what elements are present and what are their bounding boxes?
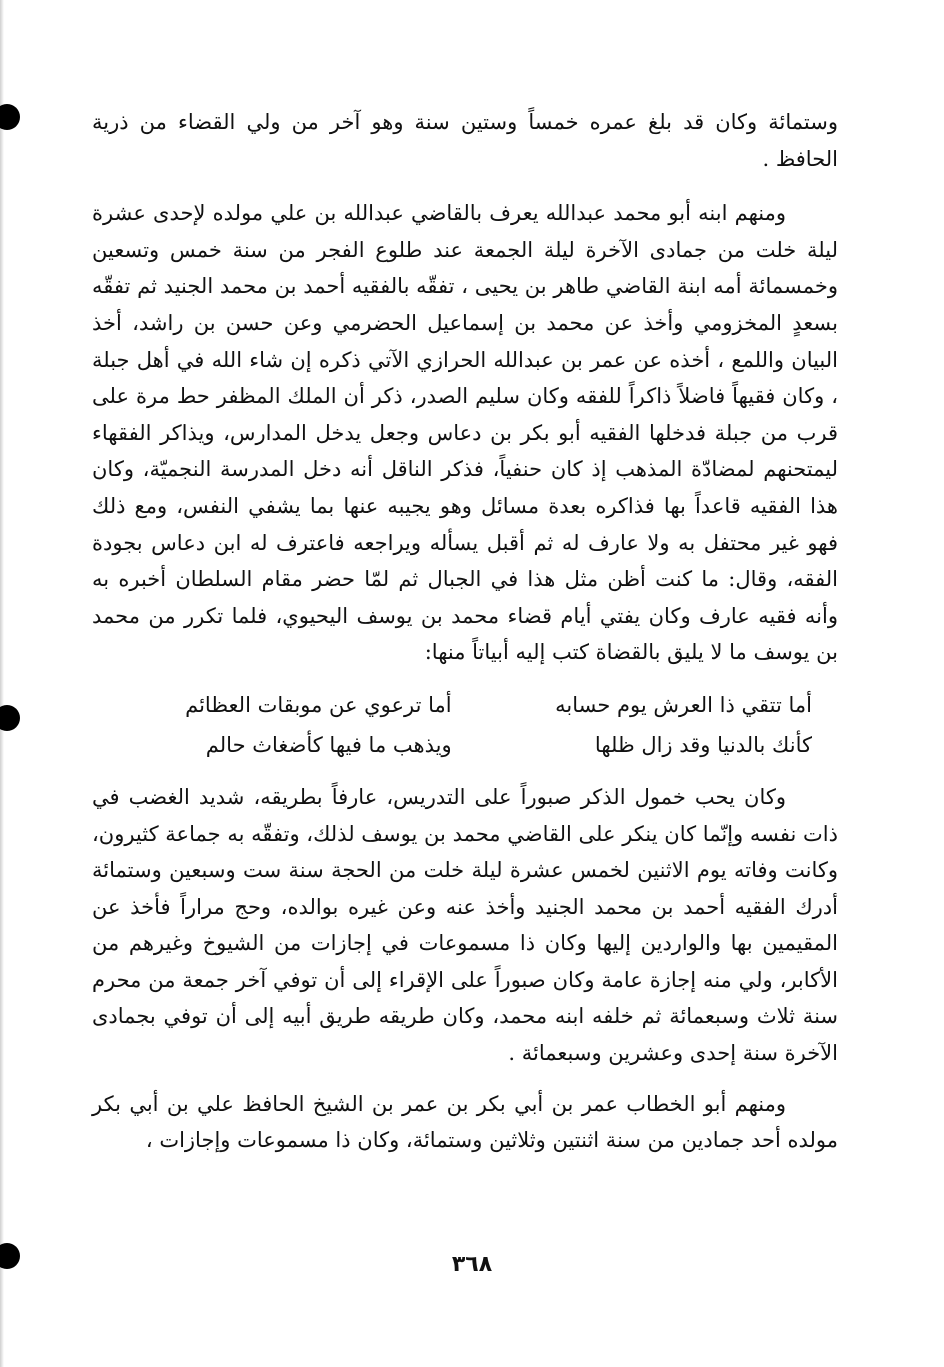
verse-line xyxy=(132,725,812,765)
page-edge-shadow xyxy=(0,0,4,1367)
punch-hole-middle xyxy=(0,705,20,731)
verse-second-hemistich: أما ترعوي عن موبقات العظائم xyxy=(185,692,452,717)
page-number: ٣٦٨ xyxy=(451,1252,493,1277)
verse-first-hemistich: أما تتقي ذا العرش يوم حسابه xyxy=(555,692,812,717)
page-body xyxy=(92,104,838,1159)
paragraph-continuation: وستمائة وكان قد بلغ عمره خمساً وستين سنة وهو آخر من ولي القضاء من ذرية الحافظ . xyxy=(92,110,838,171)
verse-first-hemistich: كأنك بالدنيا وقد زال ظلها xyxy=(594,732,812,757)
punch-hole-top xyxy=(0,104,20,130)
verse-line xyxy=(132,685,812,725)
paragraph-character-and-death: وكان يحب خمول الذكر صبوراً على التدريس، عارفاً بطريقه، شديد الغضب في ذات نفسه وإنّما كان ينكر على القاضي محمد بن يوسف لذلك، وتفقّه به جماعة كثيرون، وكانت وفاته يوم الاثنين لخمس عشرة ليلة خلت من الحجة سنة ست وسبعين وستمائة أدرك الفقيه أحمد بن محمد الجنيد وأخذ عنه وعن غيره بوالده، وحج مراراً فأخذ عن المقيمين بها والواردين إليها وكان ذا مسموعات في إجازات من الشيوخ وغيرهم من الأكابر، ولي منه إجازة عامة وكان صبوراً على الإقراء إلى أن توفي آخر جمعة من محرم سنة ثلاث وسبعمائة ثم خلفه ابنه محمد، وكان طريقه طريق أبيه إلى أن توفي بجمادى الآخرة سنة إحدى وعشرين وسبعمائة . xyxy=(92,784,838,1066)
paragraph-abdullah-biography: ومنهم ابنه أبو محمد عبدالله يعرف بالقاضي عبدالله بن علي مولده لإحدى عشرة ليلة خلت من جمادى الآخرة ليلة الجمعة عند طلوع الفجر من سنة خمس وتسعين وخمسمائة أمه ابنة القاضي طاهر بن يحيى ، تفقّه بالفقيه أحمد بن محمد الجنيد ثم تفقّه بسعدٍ المخزومي وأخذ عن محمد بن إسماعيل الحضرمي وعن حسن بن راشد، أخذ البيان واللمع ، أخذه عن عمر بن عبدالله الحرازي الآتي ذكره إن شاء الله في أهل جبلة ، وكان فقيهاً فاضلاً ذاكراً للفقه وكان سليم الصدر، ذكر أن الملك المظفر حط مرة على قرب من جبلة فدخلها الفقيه أبو بكر بن دعاس وجعل يدخل المدارس، ويذاكر الفقهاء ليمتحنهم لمضادّة المذهب إذ كان حنفياً، فذكر الناقل أنه دخل المدرسة النجميّة، وكان هذا الفقيه قاعداً بها فذاكره بعدة مسائل وهو يجيبه عنها بما يشفي النفس، ومع ذلك فهو غير محتفل به ولا عارف له ثم أقبل يسأله ويراجعه فاعترف له ابن دعاس بجودة الفقه، وقال: ما كنت أظن مثل هذا في الجبال ثم لمّا حضر مقام السلطان أخبره به وأنه فقيه عارف وكان يفتي أيام قضاء محمد بن يوسف اليحيوي، فلما تكرر من محمد بن يوسف ما لا يليق بالقضاة كتب إليه أبياتاً منها: xyxy=(92,201,838,665)
poem-verses xyxy=(92,685,838,765)
paragraph-abu-al-khattab: ومنهم أبو الخطاب عمر بن أبي بكر بن عمر بن الشيخ الحافظ علي بن أبي بكر مولده أحد جمادين من سنة اثنتين وثلاثين وستمائة، وكان ذا مسموعات وإجازات ، xyxy=(92,1091,838,1153)
verse-second-hemistich: ويذهب ما فيها كأضغاث حالم xyxy=(205,732,452,757)
